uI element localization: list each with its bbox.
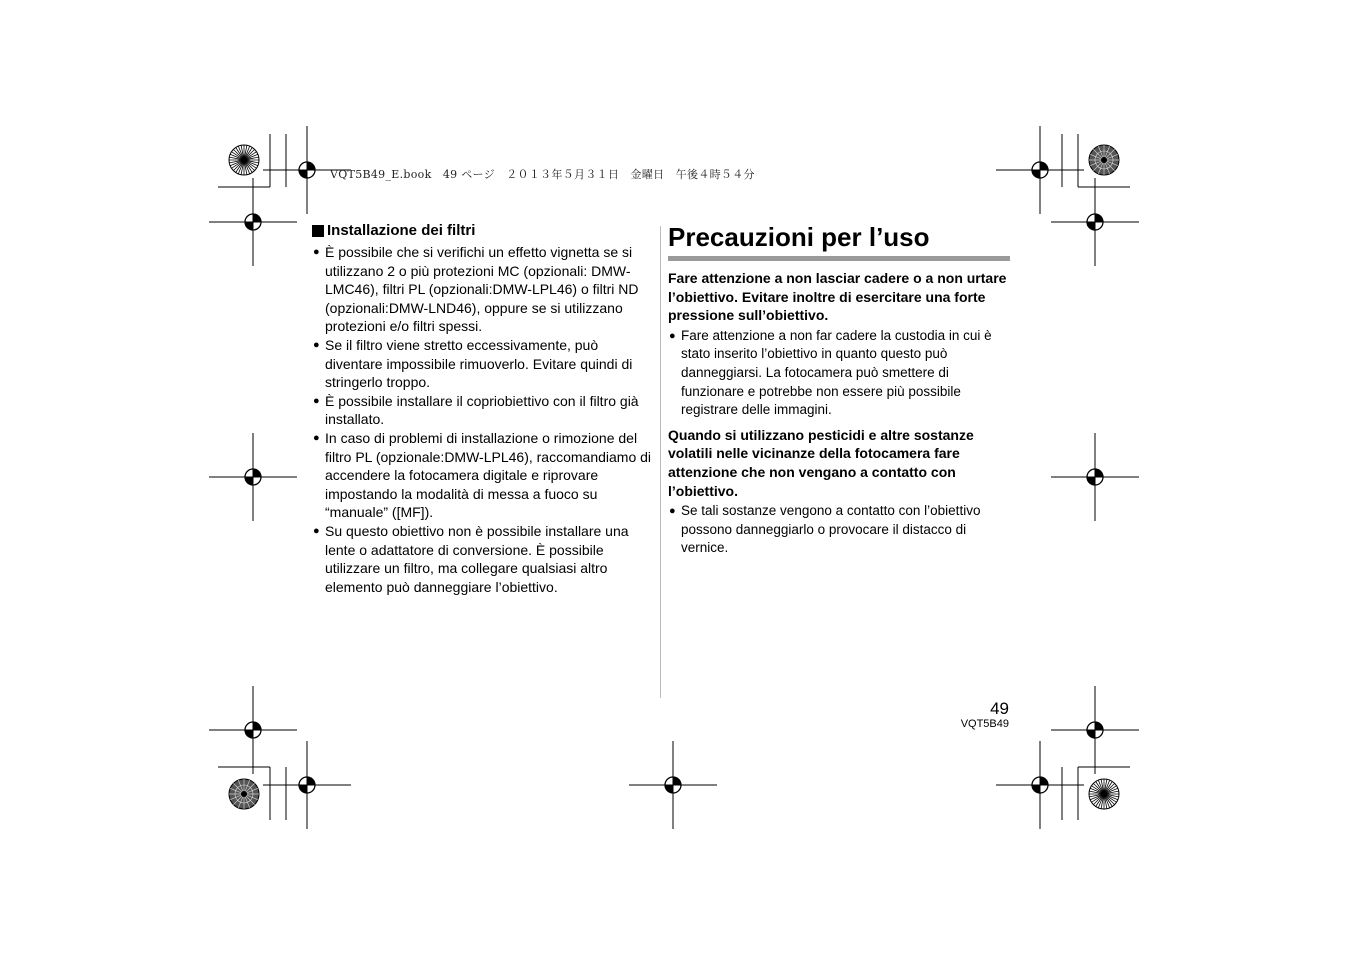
list-item: ● È possibile che si verifichi un effetto vignetta se si utilizzano 2 o più protezioni MC (opzionali: DMW-LMC46), filtri PL (opzionali:DMW-LPL46) o filtri ND (opzionali:DMW-LND46), oppure se si utilizzano protezioni e/o filtri spessi. [313,244,639,335]
list-item: ● Se il filtro viene stretto eccessivamente, può diventare impossibile rimuoverlo. Evitare quindi di stringerlo troppo. [313,336,633,391]
bullet-icon: ● [313,431,320,444]
document-code: VQT5B49 [960,718,1009,730]
bullet-icon: ● [313,338,320,351]
list-item: ● In caso di problemi di installazione o rimozione del filtro PL (opzionale:DMW-LPL46), raccomandiamo di accendere la fotocamera digitale e riprovare impostando la modalità di messa a fuoco su “manuale” ([MF]). [313,429,652,521]
caution-list-chemicals [668,502,1010,558]
list-item: ● Su questo obiettivo non è possibile installare una lente o adattatore di conversione. È possibile utilizzare un filtro, ma collegare qualsiasi altro elemento può danneggiare l’obiettivo. [313,522,629,595]
bullet-icon: ● [669,329,676,342]
square-bullet-icon [312,225,324,237]
bullet-icon: ● [313,394,320,407]
list-item: ● Fare attenzione a non far cadere la custodia in cui è stato inserito l’obiettivo in quanto questo può danneggiarsi. La fotocamera può smettere di funzionare e potrebbe non essere più possibile registrare delle immagini. [669,327,992,418]
bullet-icon: ● [669,505,676,518]
page-title: Precauzioni per l’uso [668,222,930,252]
print-info-header: VQT5B49_E.book 49 ページ ２０１３年５月３１日 金曜日 午後４時５４分 [330,168,755,181]
column-divider [660,226,661,698]
section-heading [312,222,652,239]
section-heading-text: Installazione dei filtri [327,222,476,239]
bullet-icon: ● [313,246,320,258]
list-item: ● Se tali sostanze vengono a contatto con l’obiettivo possono danneggiarlo o provocare il distacco di vernice. [669,503,981,556]
caution-heading-drop: Fare attenzione a non lasciar cadere o a non urtare l’obiettivo. Evitare inoltre di esercitare una forte pressione sull’obiettivo. [668,270,1007,324]
left-column [312,222,652,596]
right-column [668,222,1010,558]
page-number: 49 [990,699,1009,718]
bullet-icon: ● [313,524,320,537]
caution-heading-chemicals: Quando si utilizzano pesticidi e altre sostanze volatili nelle vicinanze della fotocamera fare attenzione che non vengano a contatto con l’obiettivo. [668,426,974,499]
caution-list-drop [668,327,1010,420]
filter-notes-list [312,243,652,596]
title-underline [668,256,1010,261]
list-item: ● È possibile installare il copriobiettivo con il filtro già installato. [313,392,639,428]
